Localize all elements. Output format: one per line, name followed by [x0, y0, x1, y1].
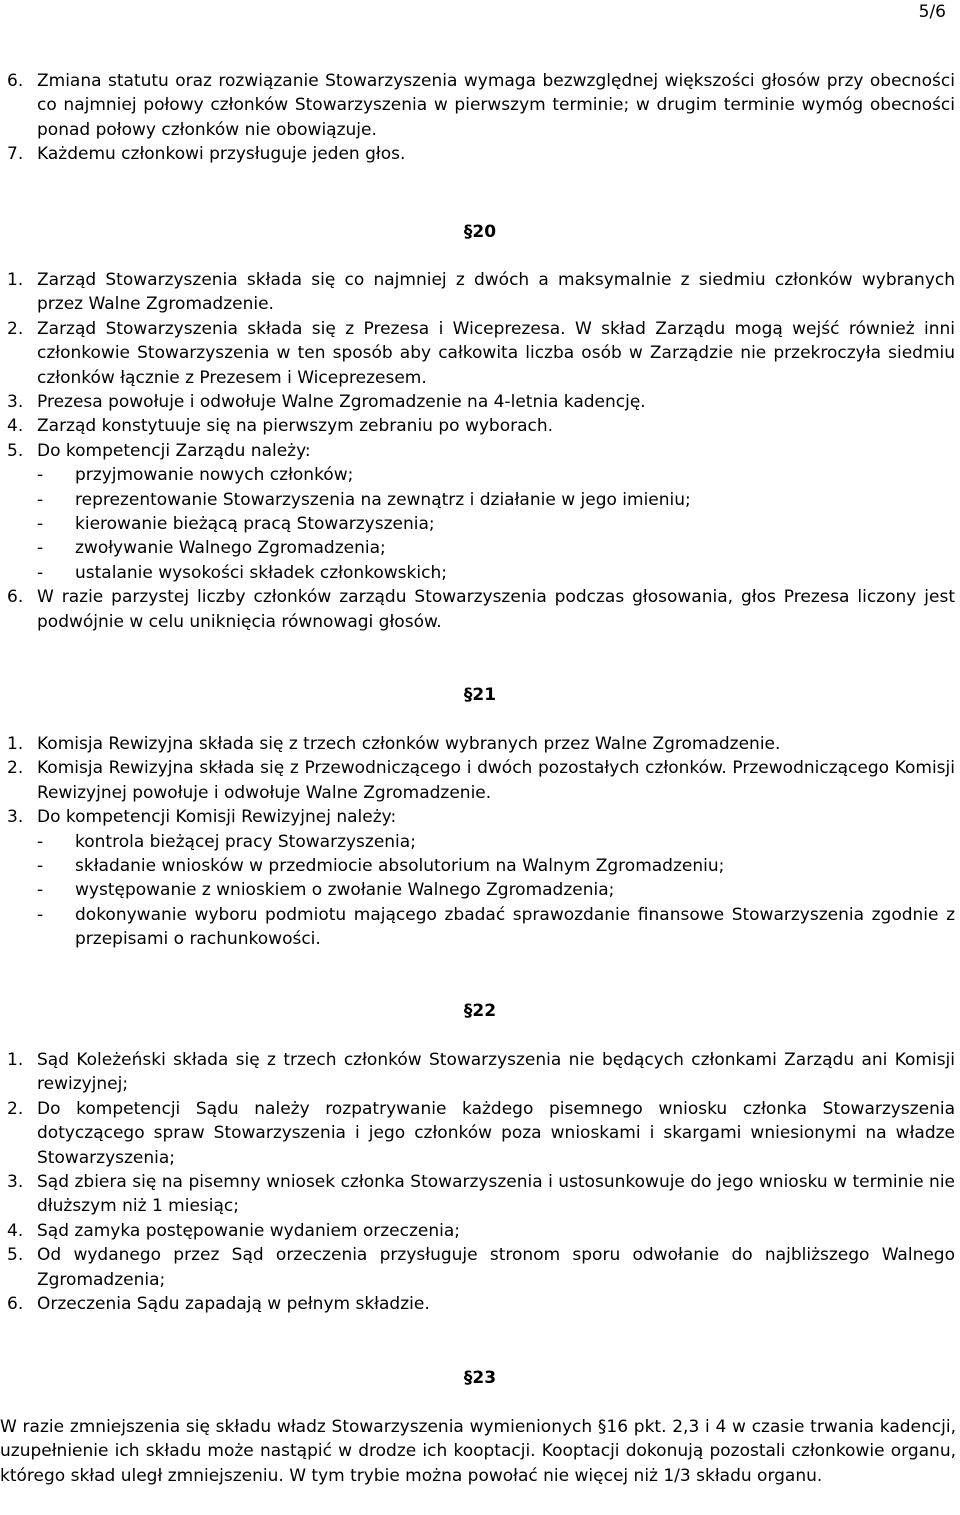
section-title-22: §22 [463, 1001, 497, 1021]
list-item [7, 1292, 955, 1316]
item-text: Do kompetencji Sądu należy rozpatrywanie każdego pisemnego wniosku członka Stowarzyszenia dotyczącego spraw Stowarzyszenia i jego członków poza wnioskami i skargami wniesionymi na władze Stowarzyszenia; [37, 1098, 955, 1168]
bullet-text: kierowanie bieżącą pracą Stowarzyszenia; [75, 514, 435, 535]
section-21-body [7, 732, 955, 952]
item-number: 3. [7, 1172, 24, 1193]
item-text: Sąd zamyka postępowanie wydaniem orzeczenia; [37, 1220, 461, 1241]
item-number: 6. [7, 1294, 24, 1315]
bullet-item [7, 463, 955, 487]
dash-marker: - [37, 465, 44, 486]
item-number: 5. [7, 440, 24, 461]
section-title-20: §20 [463, 222, 497, 242]
dash-marker: - [37, 831, 44, 852]
bullet-item [7, 488, 955, 512]
section-title-21: §21 [463, 685, 497, 705]
section-23-paragraph: W razie zmniejszenia się składu władz Stowarzyszenia wymienionych §16 pkt. 2,3 i 4 w czasie trwania kadencji, uzupełnienie ich składu może nastąpić w drodze ich kooptacji. Kooptacji dokonują pozostali członkowie organu, którego skład uległ zmniejszeniu. W tym trybie można powołać nie więcej niż 1/3 składu organu. [0, 1417, 956, 1486]
item-number: 2. [7, 758, 24, 779]
item-number: 1. [7, 1050, 24, 1070]
section-title-23: §23 [463, 1368, 497, 1388]
list-item [7, 268, 955, 317]
item-text: W razie parzystej liczby członków zarządu Stowarzyszenia podczas głosowania, głos Prezesa liczony jest podwójnie w celu uniknięcia równowagi głosów. [37, 587, 955, 632]
item-number: 1. [7, 270, 24, 290]
item-number: 3. [7, 392, 24, 413]
item-text: Zarząd Stowarzyszenia składa się z Prezesa i Wiceprezesa. W skład Zarządu mogą wejść również inni członkowie Stowarzyszenia w ten sposób aby całkowita liczba osób w Zarządzie nie przekroczyła siedmiu członków łącznie z Prezesem i Wiceprezesem. [37, 318, 955, 388]
bullet-text: występowanie z wnioskiem o zwołanie Walnego Zgromadzenia; [75, 880, 615, 901]
bullet-text: kontrola bieżącej pracy Stowarzyszenia; [75, 831, 416, 852]
item-text: Komisja Rewizyjna składa się z Przewodniczącego i dwóch pozostałych członków. Przewodniczącego Komisji Rewizyjnej powołuje i odwołuje Walne Zgromadzenie. [37, 758, 955, 803]
section-20-body [7, 268, 955, 634]
item-number: 7. [7, 144, 24, 165]
item-text: Od wydanego przez Sąd orzeczenia przysługuje stronom sporu odwołanie do najbliższego Walnego Zgromadzenia; [37, 1245, 955, 1290]
bullet-item [7, 561, 955, 585]
item-number: 6. [7, 587, 24, 608]
bullet-item [7, 903, 955, 952]
item-text: Zmiana statutu oraz rozwiązanie Stowarzyszenia wymaga bezwzględnej większości głosów przy obecności co najmniej połowy członków Stowarzyszenia w pierwszym terminie; w drugim terminie wymóg obecności ponad połowy członków nie obowiązuje. [37, 71, 955, 140]
dash-marker: - [37, 562, 44, 583]
bullet-text: ustalanie wysokości składek członkowskich; [75, 562, 447, 583]
list-item [7, 732, 955, 756]
dash-marker: - [37, 880, 44, 901]
item-number: 4. [7, 416, 24, 437]
bullet-text: przyjmowanie nowych członków; [75, 465, 354, 486]
list-item [7, 1097, 955, 1170]
list-item [7, 69, 955, 142]
item-text: Sąd Koleżeński składa się z trzech członków Stowarzyszenia nie będących członkami Zarządu ani Komisji rewizyjnej; [37, 1050, 955, 1095]
list-item [7, 756, 955, 805]
item-number: 1. [7, 734, 24, 754]
item-number: 6. [7, 71, 24, 91]
bullet-text: składanie wniosków w przedmiocie absolutorium na Walnym Zgromadzeniu; [75, 856, 725, 877]
item-number: 5. [7, 1245, 24, 1266]
dash-marker: - [37, 489, 44, 510]
item-number: 4. [7, 1220, 24, 1241]
previous-section-continuation [7, 69, 955, 167]
item-text: Sąd zbiera się na pisemny wniosek członka Stowarzyszenia i ustosunkowuje do jego wniosku w terminie nie dłuższym niż 1 miesiąc; [37, 1172, 955, 1217]
item-text: Orzeczenia Sądu zapadają w pełnym składzie. [37, 1294, 430, 1315]
bullet-text: zwoływanie Walnego Zgromadzenia; [75, 538, 386, 559]
item-text: Prezesa powołuje i odwołuje Walne Zgromadzenie na 4-letnia kadencję. [37, 392, 646, 413]
bullet-item [7, 512, 955, 536]
bullet-text: dokonywanie wyboru podmiotu mającego zbadać sprawozdanie finansowe Stowarzyszenia zgodnie z przepisami o rachunkowości. [75, 904, 955, 950]
item-text: Zarząd konstytuuje się na pierwszym zebraniu po wyborach. [37, 416, 554, 437]
page-number: 5/6 [918, 2, 946, 22]
list-item [7, 1219, 955, 1243]
section-22-body [7, 1048, 955, 1316]
bullet-item [7, 830, 955, 854]
item-text: Komisja Rewizyjna składa się z trzech członków wybranych przez Walne Zgromadzenie. [37, 734, 781, 754]
list-item [7, 414, 955, 438]
item-text: Każdemu członkowi przysługuje jeden głos. [37, 144, 406, 165]
list-item [7, 317, 955, 390]
list-item [7, 805, 955, 829]
item-number: 2. [7, 1098, 24, 1119]
list-item [7, 1243, 955, 1292]
dash-marker: - [37, 514, 44, 535]
item-number: 3. [7, 807, 24, 828]
item-text: Zarząd Stowarzyszenia składa się co najmniej z dwóch a maksymalnie z siedmiu członków wybranych przez Walne Zgromadzenie. [37, 270, 955, 315]
item-text: Do kompetencji Komisji Rewizyjnej należy: [37, 807, 397, 828]
list-item [7, 142, 955, 166]
item-text: Do kompetencji Zarządu należy: [37, 440, 311, 461]
dash-marker: - [37, 904, 44, 925]
list-item [7, 390, 955, 414]
item-number: 2. [7, 318, 24, 339]
list-item [7, 1170, 955, 1219]
list-item [7, 1048, 955, 1097]
bullet-item [7, 878, 955, 902]
bullet-item [7, 536, 955, 560]
bullet-text: reprezentowanie Stowarzyszenia na zewnątrz i działanie w jego imieniu; [75, 489, 691, 510]
list-item [7, 585, 955, 634]
bullet-item [7, 854, 955, 878]
dash-marker: - [37, 856, 44, 877]
list-item [7, 439, 955, 463]
dash-marker: - [37, 538, 44, 559]
